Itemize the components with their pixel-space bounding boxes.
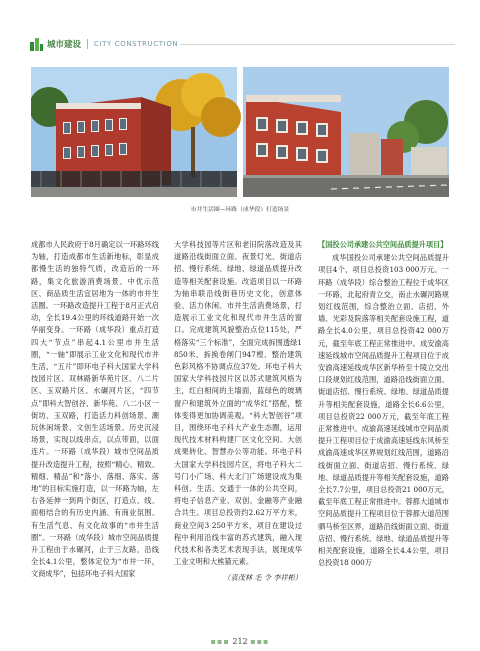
paragraph: 成华国投公司承建公共空间品质提升项目4个，项目总投资103 000万元。一环路（成华段）综合整治工程位于成华区一环路，北起府青立交，南止水碾河路规划红线范围，综合整治立面、店招、外墙、光彩及院落等相关配套设施工程，道路全长4.0公里，项目总投资42 000万元，截至年底工程正常推进中。成安渝高速延线城市空间品质提升工程项目位于成安渝高速延线成华区新华桥至十陵立交出口段规划红线范围，道路沿线街面立面、街道店招、慢行系统、绿地、绿道品质提升等相关配套设施，道路全长6.6公里，项目总投资22 000万元，截至年底工程正常推进中。成渝高速延线城市空间品质提升工程项目位于成渝高速延线东风桥至成渝高速成华区界规划红线范围，道路沿线街面立面、街道店招、慢行系统、绿地、绿道品质提升等相关配套设施，道路全长7.7公里，项目总投资21 000万元，截至年底工程正常推进中。蓉都大道城市空间品质提升工程项目位于蓉都大道范围驷马桥至区界，道路沿线街面立面、街道店招、慢行系统、绿地、绿道品质提升等相关配套设施，道路全长4.4公里，项目总投资18 000万 bbox=[318, 253, 449, 568]
page-footer bbox=[0, 637, 480, 646]
text-column-3 bbox=[318, 239, 449, 569]
running-header bbox=[30, 36, 178, 52]
paragraph: 成都市人民政府于8月确定以一环路环线为轴，打造成都市生活新地标，彰显成都慢生活的独特气质，改造后的一环路，集文化旅游消费场景、中优示范区、商品质生活宜居地为一体的市井生活圈。一环路改造提升工程于8月正式启动，全长19.4公里的环线道路开始一次华丽变身。一环路（成华段）重点打造四大“节点”串起4.1公里市井生活圈，“一轴”即展示工业文化和现代市井生活，“五片”即环电子科大国家大学科技园片区、双林路新华苑片区、八二片区、玉双路片区、水碾河片区，“四节点”即科大智创谷、新华苑、八二小区一街坊、玉双路，打造活力科创场景、潮玩休闲场景、文创生活场景、历史沉浸场景，实现以线串点，以点带面，以面连片。一环路（成华段）城市空间品质提升改造提升工程，按照“精心、精致、精细、精品”和“落小、落细、落实、落地”的目标实施打造，以一环路为轴，左右各延伸一到两个街区，打造点、线、面相结合的有历史内涵、有商业氛围、有生活气息、有文化故事的“市井生活圈”。一环路（成华段）城市空间品质提升工程由于水碾河，止于三友路，沿线全长4.1公里，整体定位为“市井一环，文商成华”，包括环电子科大国家 bbox=[31, 240, 159, 579]
street-scene-photos bbox=[31, 67, 449, 197]
photo-caption: 市井生活圈—环路（成华段）打造场景 bbox=[190, 207, 290, 213]
building-blocks-logo-icon bbox=[30, 38, 43, 51]
section-heading: 【国投公司承建公共空间品质提升项目】 bbox=[318, 240, 448, 249]
text-column-2 bbox=[174, 239, 302, 585]
footer-ornament-left: ▪▪▪ bbox=[210, 637, 230, 646]
left-photo bbox=[31, 67, 241, 197]
paragraph: 大学科技园等片区和老旧院落改造及其道路沿线街面立面、夜景灯光、街道店招、慢行系统、绿地、绿道品质提升改造等相关配套设施。改造项目以一环路为轴串联沿线街巷历史文化，创意体验、活力休闲、市井生活消费场景，打造展示工业文化和现代市井生活的窗口。完成建筑风貌整治点位115处，严格落实“三个标准”，全面完成拆围透绿1 850米、拆换卷闸门947樘、整治建筑色彩风格不协调点位37处。环电子科大国家大学科技园片区以苏式建筑风格为主，红白相间的主墙面，蓝绿色的玻璃窗户和建筑外立面的“成华红”搭配，整体变得更加协调美观。“科大智创谷”项目，围绕环电子科大产业生态圈，运用现代技术材料构建厂区文化空间、大创成果转化、智慧办公等功能。环电子科大国家大学科技园片区，将电子科大二号门小广场、科大北门广场建设成为集科创、生活、交通于一体的公共空间，将电子信息产业、双创、金融等产业融合共生。项目总投资约2.62万平方米，商业空间3 250平方米，项目在建设过程中利用沿线丰富的苏式建筑，融入现代技术和各类艺术表现手法，展现成华工业文明和大熊猫元素。 bbox=[174, 240, 302, 567]
photo-pair bbox=[31, 67, 449, 197]
header-rule bbox=[180, 44, 455, 45]
author-credit: （袁茂林 毛 令 李祥彬） bbox=[223, 573, 302, 583]
footer-ornament-right: ▪▪▪ bbox=[250, 637, 270, 646]
text-column-1 bbox=[31, 239, 159, 581]
page-number: 212 bbox=[232, 637, 248, 646]
section-title-en: CITY CONSTRUCTION bbox=[94, 40, 179, 48]
section-title-cn: 城市建设 bbox=[47, 40, 82, 50]
header-divider bbox=[87, 39, 88, 49]
right-photo bbox=[243, 67, 449, 197]
